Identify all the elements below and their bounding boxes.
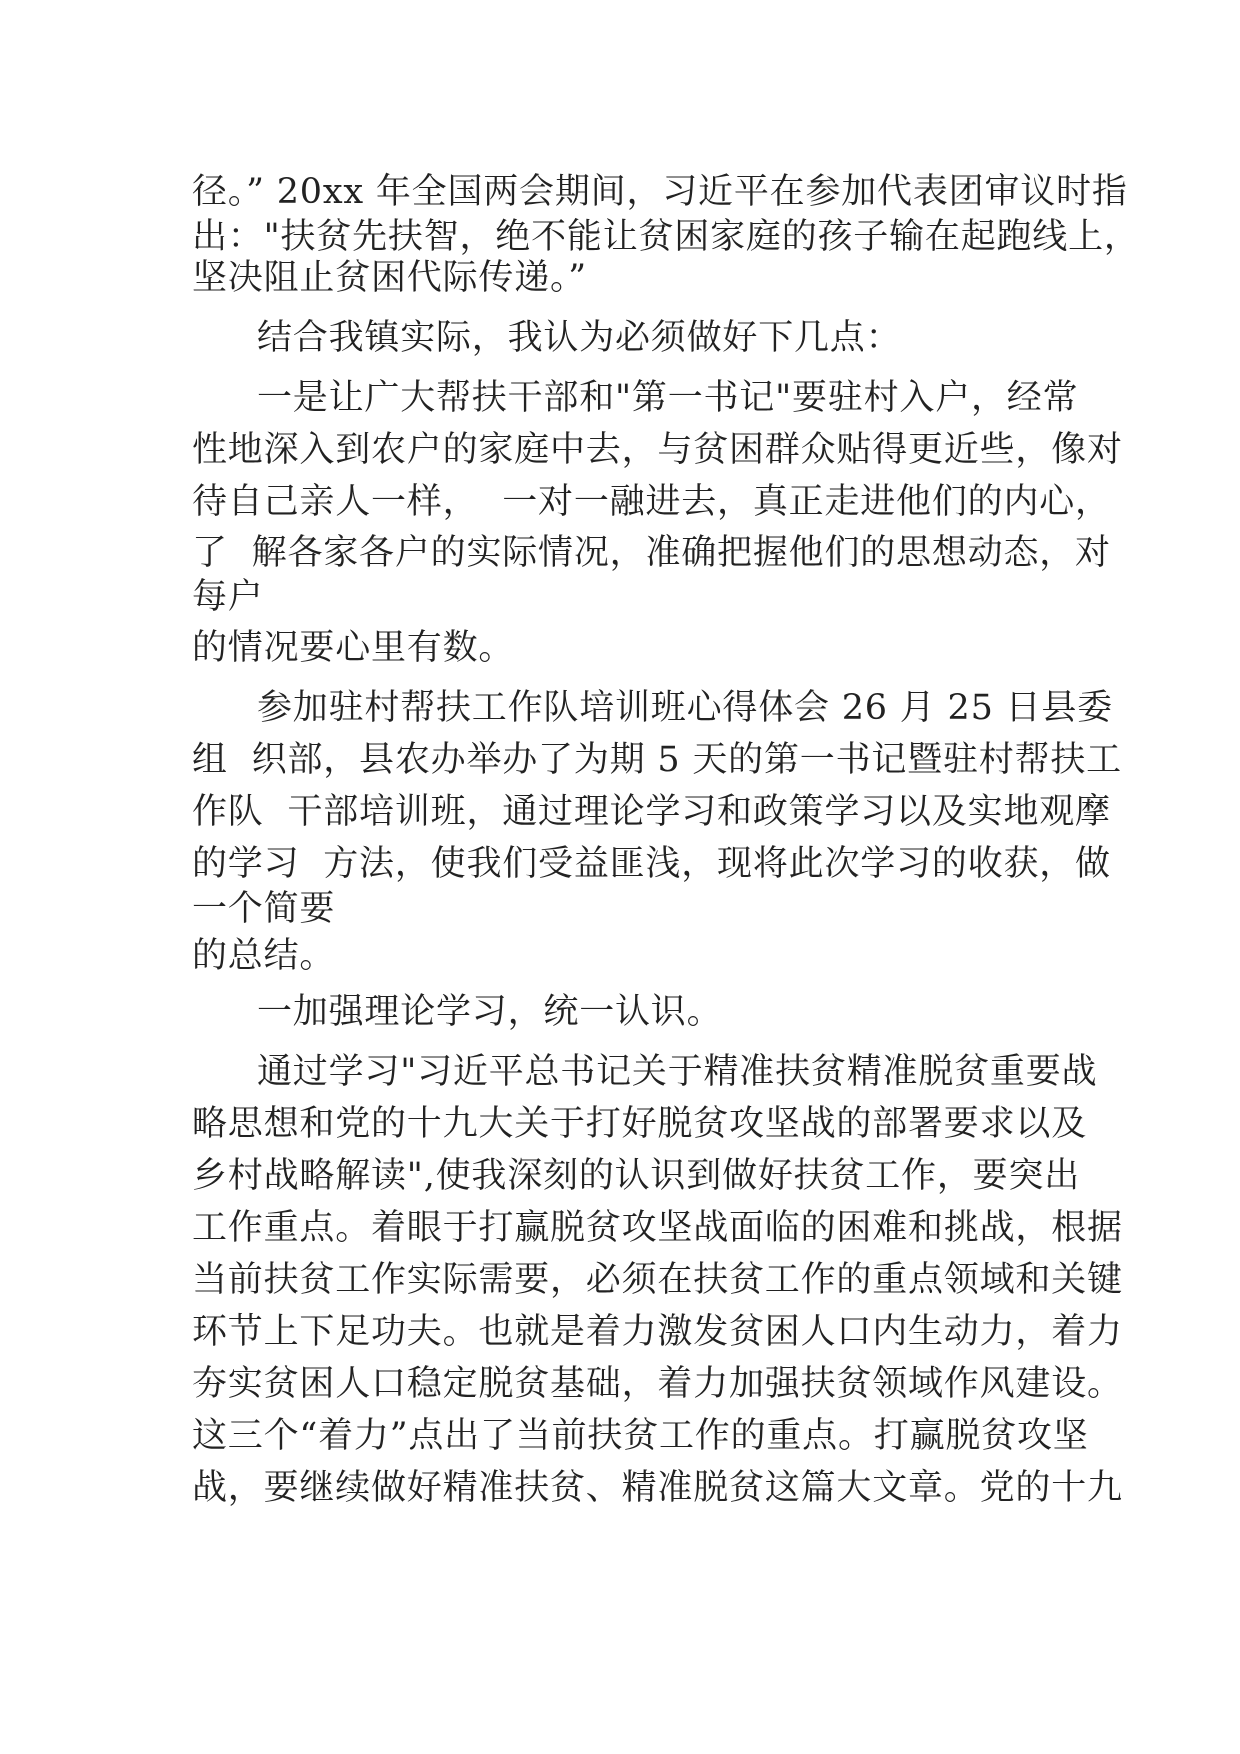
text-line: 性地深入到农户的家庭中去，与贫困群众贴得更近些，像对: [192, 430, 1123, 470]
text-line: 工作重点。着眼于打赢脱贫攻坚战面临的困难和挑战，根据: [192, 1208, 1123, 1248]
text-line: 通过学习"习近平总书记关于精准扶贫精准脱贫重要战: [257, 1052, 1098, 1092]
text-line: 这三个“着力”点出了当前扶贫工作的重点。打赢脱贫攻坚: [192, 1416, 1089, 1456]
text-line: 的学习 方法，使我们受益匪浅，现将此次学习的收获，做: [192, 844, 1111, 884]
text-line: 一是让广大帮扶干部和"第一书记"要驻村入户，经常: [257, 378, 1079, 418]
text-line: 一个简要: [192, 889, 336, 929]
text-line: 出："扶贫先扶智，绝不能让贫困家庭的孩子输在起跑线上，: [192, 217, 1140, 257]
text-line: 径。” 20xx 年全国两会期间，习近平在参加代表团审议时指: [192, 172, 1128, 212]
text-line: 结合我镇实际，我认为必须做好下几点：: [257, 318, 902, 358]
text-line: 待自己亲人一样， 一对一融进去，真正走进他们的内心，: [192, 482, 1111, 522]
text-line: 当前扶贫工作实际需要，必须在扶贫工作的重点领域和关键: [192, 1260, 1123, 1300]
text-line: 的情况要心里有数。: [192, 628, 515, 668]
text-line: 每户: [192, 577, 264, 617]
text-line: 参加驻村帮扶工作队培训班心得体会 26 月 25 日县委: [257, 688, 1113, 728]
text-line: 了 解各家各户的实际情况，准确把握他们的思想动态，对: [192, 533, 1111, 573]
text-line: 战，要继续做好精准扶贫、精准脱贫这篇大文章。党的十九: [192, 1468, 1123, 1508]
text-line: 坚决阻止贫困代际传递。”: [192, 258, 587, 298]
text-line: 组 织部，县农办举办了为期 5 天的第一书记暨驻村帮扶工: [192, 740, 1122, 780]
text-line: 环节上下足功夫。也就是着力激发贫困人口内生动力，着力: [192, 1312, 1123, 1352]
text-line: 夯实贫困人口稳定脱贫基础，着力加强扶贫领域作风建设。: [192, 1364, 1123, 1404]
text-line: 略思想和党的十九大关于打好脱贫攻坚战的部署要求以及: [192, 1104, 1088, 1144]
text-line: 作队 干部培训班，通过理论学习和政策学习以及实地观摩: [192, 792, 1111, 832]
text-line: 的总结。: [192, 936, 336, 976]
text-line: 一加强理论学习，统一认识。: [257, 992, 723, 1032]
text-line: 乡村战略解读",使我深刻的认识到做好扶贫工作，要突出: [192, 1156, 1081, 1196]
